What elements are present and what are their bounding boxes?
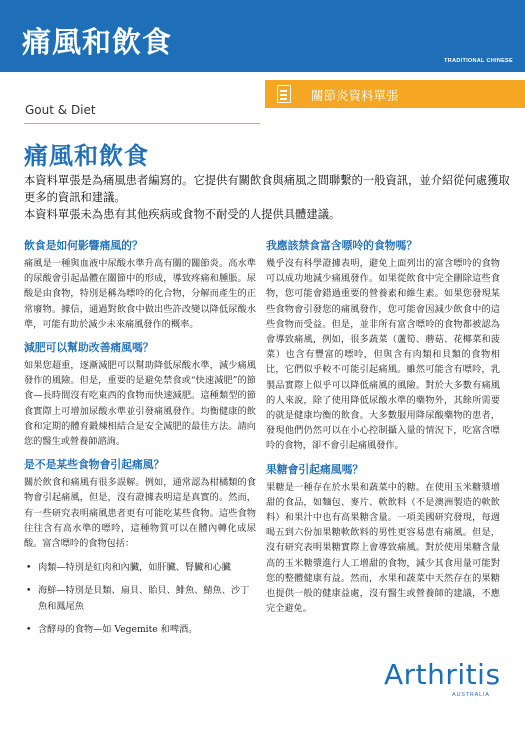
section-heading-avoid-purines: 我應該禁食富含嘌呤的食物嗎？ — [266, 239, 418, 252]
section-body-avoid-purines: 幾乎沒有科學證據表明，避免上面列出的富含嘌呤的食物可以成功地減少痛風發作。如果從飲食中完全刪除這些食物，您可能會錯過重要的營養素和維生素。如果您發現某些食物會引發您的痛風發作，您可能會因減少飲食中的這些食物而受益。但是，並非所有富含嘌呤的食物都被認為會導致痛風，例如，很多蔬菜（蘆筍、蘑菇、花椰菜和菠菜）也含有豐富的嘌呤，但與含有肉類和貝類的食物相比，它們似乎較不可能引起痛風。雖然可能含有嘌呤，乳製品實際上似乎可以降低痛風的風險。對於大多數有痛風的人來說，除了使用降低尿酸水準的藥物外，其餘所需要的就是健康均衡的飲食。大多數服用降尿酸藥物的患者，發現他們仍然可以在小心控制攝入量的情況下，吃富含嘌呤的食物，卻不會引起痛風發作。 — [266, 258, 500, 452]
language-tag: TRADITIONAL CHINESE — [444, 58, 513, 64]
section-body-fructose: 果糖是一種存在於水果和蔬菜中的糖。在使用玉米糖漿增甜的食品，如麵包、麥片、軟飲料（不是澳洲製造的軟飲料）和果汁中也有高果糖含量。一項美國研究發現，每週喝五到六份加果糖軟飲料的男性更容易患有痛風。但是，沒有研究表明果糖實際上會導致痛風。對於使用果糖含量高的玉米糖漿進行人工增甜的食物，減少其食用量可能對您的整體健康有益。然而，水果和蔬菜中天然存在的果糖也提供一般的健康益處，沒有醫生或營養師的建議，不應完全避免。 — [266, 481, 500, 615]
document-icon — [277, 85, 291, 103]
list-item: • 海鮮—特別是貝類、扇貝、貽貝、鯡魚、鯖魚、沙丁魚和鳳尾魚 — [24, 583, 256, 613]
logo-wordmark: Arthritis — [384, 658, 501, 691]
section-body-weight-loss: 如果您超重，逐漸減肥可以幫助降低尿酸水準，減少痛風發作的風險。但是，重要的是避免禁食或“快速減肥”的節食—長時間沒有吃東西的食物而快速減肥。這種類型的節食實際上可增加尿酸水準並引發痛風發作。均衡健康的飲食和定期的體育鍛煉相結合是安全減肥的最佳方法。請向您的醫生或營養師諮詢。 — [24, 360, 256, 448]
header-title: 痛風和飲食 — [22, 25, 173, 59]
list-item: • 含酵母的食物—如 Vegemite 和啤酒。 — [24, 622, 256, 637]
arthritis-australia-logo — [384, 658, 514, 708]
left-column — [24, 239, 256, 645]
section-heading-weight-loss: 減肥可以幫助改善痛風嗎？ — [24, 341, 154, 355]
section-heading-fructose: 果糖會引起痛風嗎？ — [266, 462, 364, 476]
right-column — [266, 239, 500, 625]
page-title: 痛風和飲食 — [24, 141, 149, 170]
fact-sheet-band — [265, 80, 525, 108]
header-band — [0, 0, 525, 72]
intro-paragraph — [24, 172, 510, 223]
section-body-foods: 關於飲食和痛風有很多誤解。例如，通常認為柑橘類的食物會引起痛風，但是，沒有證據表明這是真實的。然而，有一些研究表明痛風患者更有可能吃某些食物。這些食物往往含有高水準的嘌呤，這種物質可以在體內轉化成尿酸。富含嘌呤的食物包括： — [24, 477, 256, 550]
intro-line-2: 本資料單張未為患有其他疾病或食物不耐受的人提供具體建議。 — [24, 208, 341, 221]
list-item: • 肉類—特別是紅肉和內臟，如肝臟、腎臟和心臟 — [24, 560, 256, 575]
section-body-diet-effect: 痛風是一種與血液中尿酸水準升高有關的關節炎。高水準的尿酸會引起晶體在關節中的形成，導致疼痛和腫脹。尿酸是由食物，特別是稱為嘌呤的化合物，分解而產生的正常廢物。據信，通過對飲食中做出些許改變以降低尿酸水準，可能有助於減少未來痛風發作的概率。 — [24, 258, 256, 330]
logo-subtext: AUSTRALIA — [452, 692, 490, 698]
section-heading-foods: 是不是某些食物會引起痛風？ — [24, 458, 165, 472]
fact-sheet-label: 關節炎資料單張 — [311, 88, 399, 103]
intro-line-1: 本資料單張是為痛風患者編寫的。它提供有關飲食與痛風之間聯繫的一般資訊，並介紹從何處獲取更多的資訊和建議。 — [24, 174, 510, 204]
english-subtitle: Gout & Diet — [25, 103, 96, 117]
divider-line — [24, 123, 260, 124]
purine-food-list — [24, 560, 256, 637]
section-heading-diet-effect: 飲食是如何影響痛風的？ — [24, 239, 143, 252]
